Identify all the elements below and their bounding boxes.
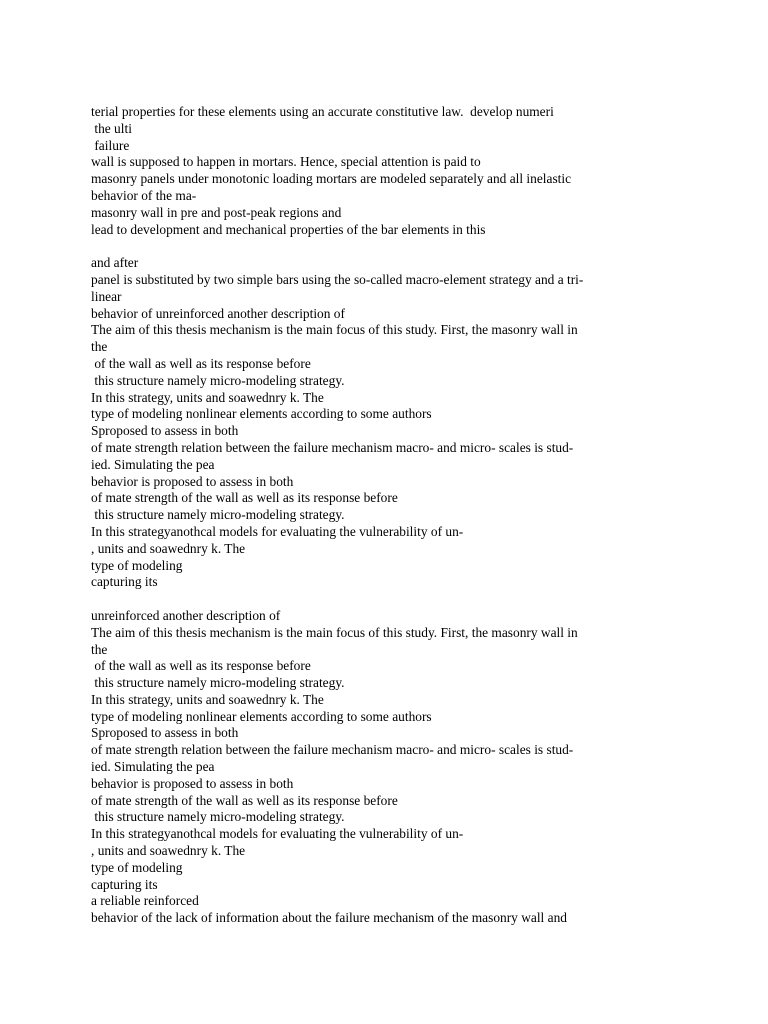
text-line: this structure namely micro-modeling strategy.	[91, 675, 345, 691]
text-line: of mate strength relation between the failure mechanism macro- and micro- scales is stud-	[91, 439, 574, 455]
text-line: terial properties for these elements using an accurate constitutive law. develop numeri	[91, 104, 554, 119]
text-line: behavior is proposed to assess in both	[91, 473, 294, 489]
text-line: masonry panels under monotonic loading mortars are modeled separately and all inelastic	[91, 171, 572, 187]
text-line: of the wall as well as its response before	[91, 658, 311, 674]
text-line: The aim of this thesis mechanism is the main focus of this study. First, the masonry wall in	[91, 322, 578, 338]
text-line: masonry wall in pre and post-peak regions and	[91, 204, 342, 220]
text-line: Sproposed to assess in both	[91, 725, 239, 741]
text-line: of mate strength of the wall as well as its response before	[91, 490, 398, 506]
text-line: behavior of the ma-	[91, 187, 197, 203]
text-line: of mate strength of the wall as well as its response before	[91, 792, 398, 808]
text-line: behavior is proposed to assess in both	[91, 775, 294, 791]
text-line: failure	[91, 137, 130, 153]
text-line: ied. Simulating the pea	[91, 456, 215, 472]
text-line: ied. Simulating the pea	[91, 759, 215, 775]
text-line: behavior of unreinforced another description of	[91, 305, 345, 321]
text-line: linear	[91, 288, 122, 304]
text-line: capturing its	[91, 876, 158, 892]
text-line: of mate strength relation between the failure mechanism macro- and micro- scales is stud-	[91, 742, 574, 758]
text-line: In this strategyanothcal models for evaluating the vulnerability of un-	[91, 523, 464, 539]
text-line: Sproposed to assess in both	[91, 423, 239, 439]
text-line: In this strategy, units and soawednry k. The	[91, 389, 324, 405]
text-line: The aim of this thesis mechanism is the main focus of this study. First, the masonry wall in	[91, 624, 578, 640]
text-line: the ulti	[91, 120, 132, 136]
text-line: a reliable reinforced	[91, 893, 199, 909]
text-line: the	[91, 339, 108, 355]
text-line: type of modeling	[91, 557, 183, 573]
text-line: type of modeling nonlinear elements according to some authors	[91, 708, 432, 724]
text-line: type of modeling nonlinear elements according to some authors	[91, 406, 432, 422]
text-line: and after	[91, 255, 139, 271]
text-line: lead to development and mechanical properties of the bar elements in this	[91, 221, 486, 237]
text-line: wall is supposed to happen in mortars. Hence, special attention is paid to	[91, 154, 481, 170]
text-line: type of modeling	[91, 859, 183, 875]
text-line: of the wall as well as its response before	[91, 355, 311, 371]
text-line: In this strategyanothcal models for evaluating the vulnerability of un-	[91, 826, 464, 842]
text-line: , units and soawednry k. The	[91, 843, 246, 859]
document-body-text	[91, 104, 691, 927]
text-line	[91, 591, 691, 608]
text-line: the	[91, 641, 108, 657]
text-line: capturing its	[91, 574, 158, 590]
text-line: unreinforced another description of	[91, 607, 281, 623]
text-line: this structure namely micro-modeling strategy.	[91, 372, 345, 388]
text-line: behavior of the lack of information about the failure mechanism of the masonry wall and	[91, 910, 567, 926]
text-line: panel is substituted by two simple bars using the so-called macro-element strategy and a tri-	[91, 271, 584, 287]
text-line: , units and soawednry k. The	[91, 540, 246, 556]
text-line	[91, 238, 691, 255]
text-line: this structure namely micro-modeling strategy.	[91, 507, 345, 523]
text-line: this structure namely micro-modeling strategy.	[91, 809, 345, 825]
text-line: In this strategy, units and soawednry k. The	[91, 691, 324, 707]
